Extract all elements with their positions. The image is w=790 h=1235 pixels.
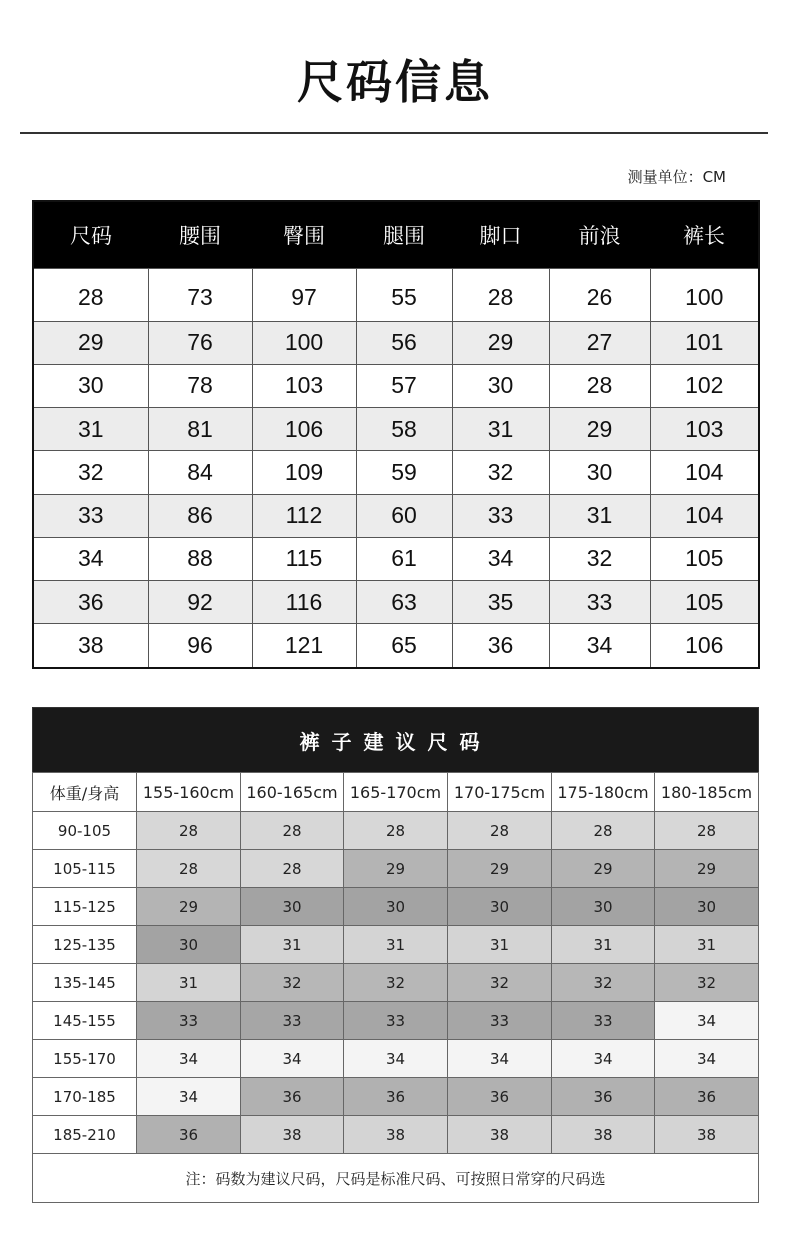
recommended-size-cell: 34 — [655, 1040, 759, 1078]
weight-range-label: 170-185 — [33, 1078, 137, 1116]
recommended-size-cell: 36 — [655, 1078, 759, 1116]
recommended-size-cell: 34 — [241, 1040, 344, 1078]
size-table-cell: 109 — [252, 451, 356, 494]
size-table-row — [33, 581, 759, 624]
size-table-cell: 63 — [356, 581, 452, 624]
size-table-cell: 31 — [33, 408, 148, 451]
recommended-size-cell: 33 — [448, 1002, 552, 1040]
size-table-cell: 96 — [148, 624, 252, 668]
size-note: 注：码数为建议尺码，尺码是标准尺码、可按照日常穿的尺码选 — [33, 1154, 759, 1203]
height-range-header: 170-175cm — [448, 773, 552, 812]
size-table-cell: 121 — [252, 624, 356, 668]
weight-range-label: 145-155 — [33, 1002, 137, 1040]
recommended-size-cell: 38 — [448, 1116, 552, 1154]
size-table-cell: 36 — [33, 581, 148, 624]
recommended-size-cell: 31 — [448, 926, 552, 964]
size-table-cell: 33 — [33, 494, 148, 537]
size-table-row — [33, 537, 759, 580]
recommended-size-cell: 36 — [241, 1078, 344, 1116]
size-table-cell: 86 — [148, 494, 252, 537]
size-table-cell: 97 — [252, 269, 356, 322]
height-range-header: 160-165cm — [241, 773, 344, 812]
size-table-row — [33, 494, 759, 537]
size-table-cell: 81 — [148, 408, 252, 451]
recommended-size-cell: 28 — [552, 812, 655, 850]
recommend-row — [33, 964, 759, 1002]
recommended-size-cell: 28 — [241, 812, 344, 850]
size-table-cell: 57 — [356, 364, 452, 407]
recommended-size-cell: 28 — [655, 812, 759, 850]
size-table-cell: 34 — [452, 537, 549, 580]
recommended-size-cell: 31 — [137, 964, 241, 1002]
size-table-cell: 35 — [452, 581, 549, 624]
size-table-cell: 27 — [549, 321, 650, 364]
size-table-cell: 55 — [356, 269, 452, 322]
weight-range-label: 135-145 — [33, 964, 137, 1002]
recommended-size-cell: 28 — [241, 850, 344, 888]
recommended-size-cell: 31 — [552, 926, 655, 964]
size-table-cell: 30 — [33, 364, 148, 407]
size-table-header: 脚口 — [452, 201, 549, 269]
size-table-row — [33, 364, 759, 407]
recommended-size-cell: 31 — [344, 926, 448, 964]
weight-range-label: 115-125 — [33, 888, 137, 926]
recommended-size-cell: 29 — [448, 850, 552, 888]
size-table-cell: 104 — [650, 494, 759, 537]
recommended-size-cell: 31 — [655, 926, 759, 964]
recommended-size-cell: 28 — [137, 850, 241, 888]
size-chart-table — [32, 200, 760, 669]
recommended-size-cell: 28 — [344, 812, 448, 850]
recommended-size-table — [32, 707, 759, 1203]
height-range-header: 180-185cm — [655, 773, 759, 812]
recommended-size-cell: 34 — [655, 1002, 759, 1040]
recommend-row — [33, 926, 759, 964]
recommended-size-cell: 34 — [448, 1040, 552, 1078]
recommend-row — [33, 1002, 759, 1040]
size-table-cell: 36 — [452, 624, 549, 668]
recommended-size-cell: 30 — [241, 888, 344, 926]
page-title: 尺码信息 — [297, 55, 493, 109]
recommended-size-cell: 33 — [552, 1002, 655, 1040]
recommend-table-title: 裤子建议尺码 — [33, 708, 759, 773]
recommended-size-cell: 28 — [137, 812, 241, 850]
size-table-cell: 29 — [33, 321, 148, 364]
size-table-cell: 29 — [452, 321, 549, 364]
size-table-header: 臀围 — [252, 201, 356, 269]
recommended-size-cell: 34 — [552, 1040, 655, 1078]
height-range-header: 175-180cm — [552, 773, 655, 812]
recommend-row — [33, 1116, 759, 1154]
recommended-size-cell: 32 — [552, 964, 655, 1002]
recommended-size-cell: 32 — [344, 964, 448, 1002]
weight-range-label: 125-135 — [33, 926, 137, 964]
recommended-size-cell: 29 — [655, 850, 759, 888]
size-table-cell: 28 — [33, 269, 148, 322]
recommend-row — [33, 1078, 759, 1116]
size-table-cell: 59 — [356, 451, 452, 494]
recommend-header-row — [33, 773, 759, 812]
size-table-cell: 116 — [252, 581, 356, 624]
size-table-cell: 103 — [252, 364, 356, 407]
recommended-size-cell: 29 — [137, 888, 241, 926]
size-table-cell: 103 — [650, 408, 759, 451]
recommended-size-cell: 30 — [552, 888, 655, 926]
recommended-size-cell: 29 — [552, 850, 655, 888]
size-table-cell: 105 — [650, 581, 759, 624]
recommended-size-cell: 38 — [552, 1116, 655, 1154]
size-table-header: 腰围 — [148, 201, 252, 269]
weight-range-label: 155-170 — [33, 1040, 137, 1078]
recommended-size-cell: 36 — [137, 1116, 241, 1154]
size-table-cell: 92 — [148, 581, 252, 624]
weight-height-corner-header: 体重/身高 — [33, 773, 137, 812]
size-table-cell: 31 — [549, 494, 650, 537]
size-table-cell: 34 — [33, 537, 148, 580]
size-table-cell: 31 — [452, 408, 549, 451]
size-table-cell: 34 — [549, 624, 650, 668]
size-table-cell: 106 — [252, 408, 356, 451]
recommended-size-cell: 30 — [344, 888, 448, 926]
height-range-header: 165-170cm — [344, 773, 448, 812]
size-table-cell: 88 — [148, 537, 252, 580]
title-divider — [20, 132, 768, 134]
size-table-cell: 30 — [452, 364, 549, 407]
recommended-size-cell: 32 — [448, 964, 552, 1002]
size-table-cell: 56 — [356, 321, 452, 364]
size-table-cell: 73 — [148, 269, 252, 322]
recommended-size-cell: 33 — [241, 1002, 344, 1040]
size-table-row — [33, 269, 759, 322]
size-table-cell: 38 — [33, 624, 148, 668]
size-table-cell: 100 — [252, 321, 356, 364]
size-table-cell: 100 — [650, 269, 759, 322]
recommended-size-cell: 33 — [344, 1002, 448, 1040]
size-table-cell: 32 — [33, 451, 148, 494]
recommended-size-cell: 33 — [137, 1002, 241, 1040]
size-table-row — [33, 321, 759, 364]
size-table-cell: 33 — [549, 581, 650, 624]
size-table-cell: 115 — [252, 537, 356, 580]
recommended-size-cell: 34 — [344, 1040, 448, 1078]
weight-range-label: 90-105 — [33, 812, 137, 850]
size-table-cell: 84 — [148, 451, 252, 494]
size-table-cell: 105 — [650, 537, 759, 580]
recommend-row — [33, 812, 759, 850]
size-table-header: 尺码 — [33, 201, 148, 269]
recommended-size-cell: 38 — [241, 1116, 344, 1154]
size-table-header: 裤长 — [650, 201, 759, 269]
size-table-cell: 28 — [452, 269, 549, 322]
recommended-size-cell: 34 — [137, 1078, 241, 1116]
size-table-cell: 101 — [650, 321, 759, 364]
size-table-cell: 26 — [549, 269, 650, 322]
size-table-row — [33, 624, 759, 668]
size-table-cell: 104 — [650, 451, 759, 494]
size-table-cell: 106 — [650, 624, 759, 668]
size-table-row — [33, 451, 759, 494]
size-table-cell: 65 — [356, 624, 452, 668]
size-table-cell: 112 — [252, 494, 356, 537]
recommended-size-cell: 29 — [344, 850, 448, 888]
recommended-size-cell: 36 — [448, 1078, 552, 1116]
size-table-cell: 32 — [452, 451, 549, 494]
recommended-size-cell: 28 — [448, 812, 552, 850]
recommended-size-cell: 30 — [137, 926, 241, 964]
size-table-cell: 60 — [356, 494, 452, 537]
recommend-row — [33, 850, 759, 888]
weight-range-label: 185-210 — [33, 1116, 137, 1154]
size-table-row — [33, 408, 759, 451]
size-table-cell: 76 — [148, 321, 252, 364]
recommend-row — [33, 1040, 759, 1078]
size-table-cell: 29 — [549, 408, 650, 451]
size-table-header: 前浪 — [549, 201, 650, 269]
recommended-size-cell: 31 — [241, 926, 344, 964]
recommend-row — [33, 888, 759, 926]
size-table-cell: 32 — [549, 537, 650, 580]
size-table-cell: 58 — [356, 408, 452, 451]
recommended-size-cell: 30 — [448, 888, 552, 926]
size-table-header: 腿围 — [356, 201, 452, 269]
recommended-size-cell: 34 — [137, 1040, 241, 1078]
size-table-cell: 30 — [549, 451, 650, 494]
size-table-cell: 102 — [650, 364, 759, 407]
recommended-size-cell: 32 — [241, 964, 344, 1002]
recommended-size-cell: 38 — [344, 1116, 448, 1154]
recommended-size-cell: 30 — [655, 888, 759, 926]
recommended-size-cell: 32 — [655, 964, 759, 1002]
size-table-cell: 28 — [549, 364, 650, 407]
height-range-header: 155-160cm — [137, 773, 241, 812]
note-row — [33, 1154, 759, 1203]
recommended-size-cell: 36 — [552, 1078, 655, 1116]
size-table-cell: 33 — [452, 494, 549, 537]
size-table-cell: 78 — [148, 364, 252, 407]
measurement-unit-label: 测量单位：CM — [627, 168, 726, 186]
recommended-size-cell: 38 — [655, 1116, 759, 1154]
size-table-cell: 61 — [356, 537, 452, 580]
recommended-size-cell: 36 — [344, 1078, 448, 1116]
weight-range-label: 105-115 — [33, 850, 137, 888]
